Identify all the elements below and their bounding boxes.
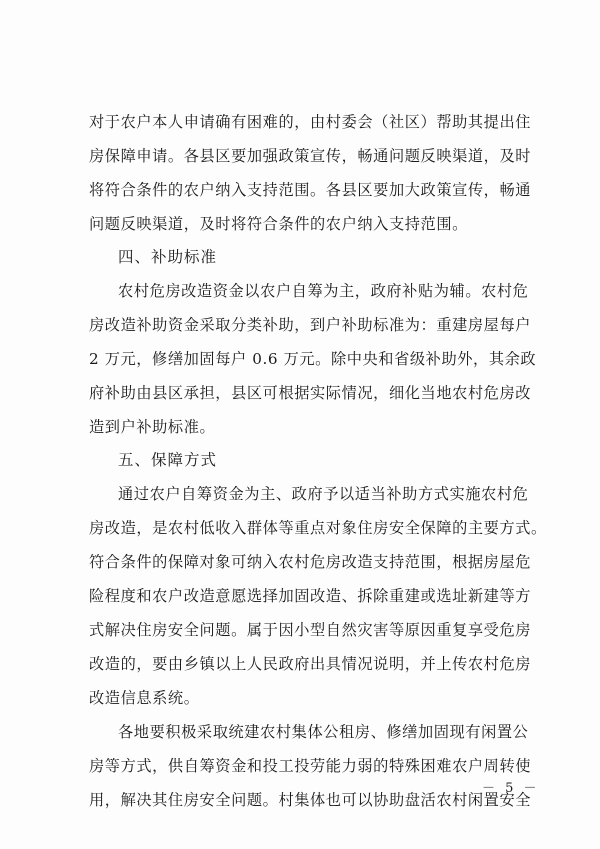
section-heading: 四、补助标准 — [118, 248, 218, 266]
text-line: 险程度和农户改造意愿选择加固改造、拆除重建或选址新建等方 — [89, 587, 532, 605]
text-line: 房改造，是农村低收入群体等重点对象住房安全保障的主要方式。 — [89, 519, 547, 537]
text-line: 将符合条件的农户纳入支持范围。各县区要加大政策宣传，畅通 — [89, 181, 532, 199]
text-line: 房改造补助资金采取分类补助，到户补助标准为：重建房屋每户 — [89, 316, 532, 334]
text-line: 式解决住房安全问题。属于因小型自然灾害等原因重复享受危房 — [89, 621, 532, 639]
text-line: 符合条件的保障对象可纳入农村危房改造支持范围，根据房屋危 — [89, 553, 532, 571]
text-line: 府补助由县区承担，县区可根据实际情况，细化当地农村危房改 — [89, 384, 532, 402]
text-line: 问题反映渠道，及时将符合条件的农户纳入支持范围。 — [89, 215, 468, 233]
text-line: 用，解决其住房安全问题。村集体也可以协助盘活农村闲置安全 — [89, 791, 532, 809]
text-line: 房保障申请。各县区要加强政策宣传，畅通问题反映渠道，及时 — [89, 147, 532, 165]
text-line: 房等方式，供自筹资金和投工投劳能力弱的特殊困难农户周转使 — [89, 757, 532, 775]
text-line: 改造信息系统。 — [89, 689, 200, 707]
section-heading: 五、保障方式 — [118, 451, 218, 469]
page-number: － 5 － — [482, 781, 540, 796]
text-line: 2 万元，修缮加固每户 0.6 万元。除中央和省级补助外，其余政 — [89, 350, 537, 368]
text-line: 各地要积极采取统建农村集体公租房、修缮加固现有闲置公 — [118, 723, 529, 741]
text-line: 造到户补助标准。 — [89, 418, 216, 436]
text-line: 通过农户自筹资金为主、政府予以适当补助方式实施农村危 — [118, 485, 529, 503]
text-line: 农村危房改造资金以农户自筹为主，政府补贴为辅。农村危 — [118, 282, 529, 300]
text-line: 对于农户本人申请确有困难的，由村委会（社区）帮助其提出住 — [89, 113, 532, 131]
text-line: 改造的，要由乡镇以上人民政府出具情况说明，并上传农村危房 — [89, 655, 532, 673]
